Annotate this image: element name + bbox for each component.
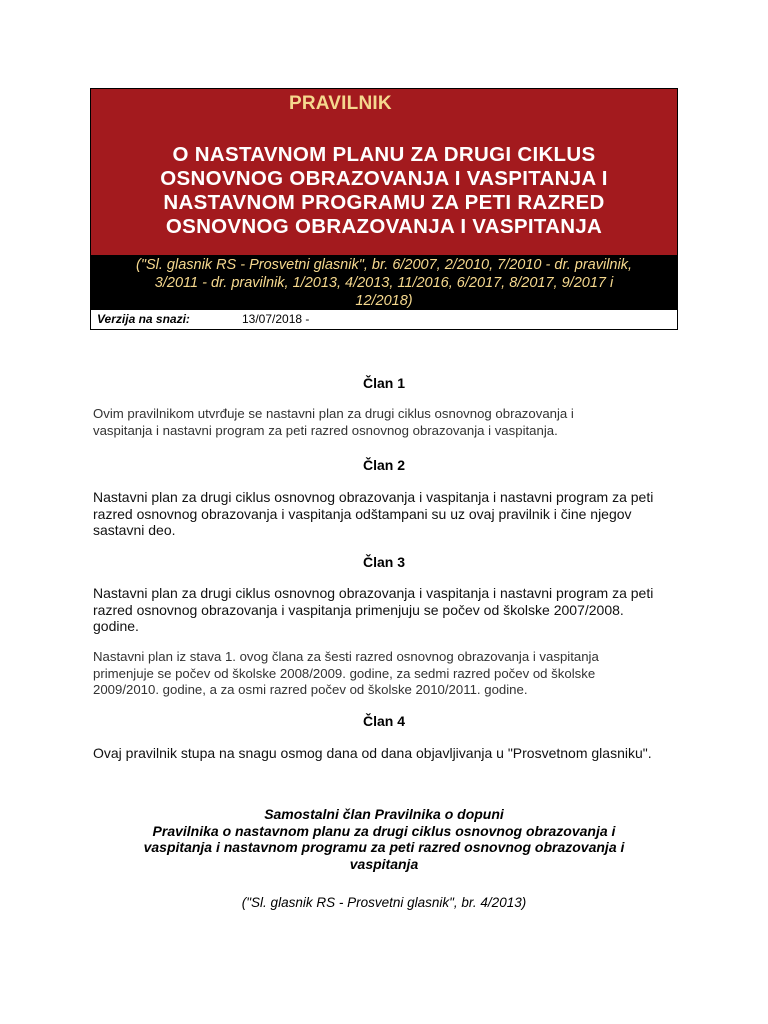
text-line: razred osnovnog obrazovanja i vaspitanja odštampani su uz ovaj pravilnik i čine njegov	[93, 505, 632, 522]
text-line: 2009/2010. godine, a za osmi razred počev od školske 2010/2011. godine.	[93, 682, 528, 697]
title-line: NASTAVNOM PROGRAMU ZA PETI RAZRED	[163, 191, 605, 214]
text-line: godine.	[93, 618, 139, 634]
text-line: Nastavni plan iz stava 1. ovog člana za šesti razred osnovnog obrazovanja i vaspitanja	[93, 649, 599, 664]
version-date: 13/07/2018 -	[242, 312, 310, 326]
text-line: Nastavni plan za drugi ciklus osnovnog obrazovanja i vaspitanja i nastavni program za peti	[93, 489, 654, 505]
document-header	[90, 88, 678, 330]
annex-title	[90, 806, 678, 872]
annex-title-line: Pravilnika o nastavnom planu za drugi ciklus osnovnog obrazovanja i	[152, 822, 616, 839]
text-line: razred osnovnog obrazovanja i vaspitanja primenjuju se počev od školske 2007/2008.	[93, 601, 624, 618]
gazette-line: 12/2018)	[355, 293, 413, 309]
article-3-paragraph-1	[93, 585, 683, 635]
title-line: O NASTAVNOM PLANU ZA DRUGI CIKLUS	[172, 143, 596, 166]
article-4-heading: Član 4	[362, 713, 405, 729]
text-line: Ovim pravilnikom utvrđuje se nastavni plan za drugi ciklus osnovnog obrazovanja i	[93, 406, 574, 421]
gazette-citation	[91, 255, 677, 309]
title-line: OSNOVNOG OBRAZOVANJA I VASPITANJA I	[160, 167, 608, 190]
document-type: PRAVILNIK	[289, 93, 392, 114]
article-2-heading: Član 2	[362, 457, 405, 473]
text-line: sastavni deo.	[93, 522, 176, 538]
title-banner	[91, 89, 677, 255]
article-2-paragraph	[93, 489, 683, 539]
gazette-line: 3/2011 - dr. pravilnik, 1/2013, 4/2013, 11/2016, 6/2017, 8/2017, 9/2017 i	[154, 275, 614, 291]
text-line: primenjuje se počev od školske 2008/2009. godine, za sedmi razred počev od školske	[93, 665, 596, 681]
article-4-paragraph	[93, 745, 683, 762]
gazette-line: ("Sl. glasnik RS - Prosvetni glasnik", br. 6/2007, 2/2010, 7/2010 - dr. pravilnik,	[135, 257, 633, 273]
article-3-heading: Član 3	[362, 554, 405, 570]
annex-title-line: vaspitanja	[349, 855, 419, 872]
annex-title-line: Samostalni član Pravilnika o dopuni	[264, 806, 504, 822]
text-line: Ovaj pravilnik stupa na snagu osmog dana od dana objavljivanja u "Prosvetnom glasniku".	[93, 745, 652, 761]
version-row	[91, 309, 677, 329]
article-1-heading: Član 1	[362, 375, 405, 391]
text-line: vaspitanja i nastavni program za peti razred osnovnog obrazovanja i vaspitanja.	[93, 422, 558, 438]
text-line: Nastavni plan za drugi ciklus osnovnog obrazovanja i vaspitanja i nastavni program za peti	[93, 585, 654, 601]
annex-gazette-citation: ("Sl. glasnik RS - Prosvetni glasnik", br. 4/2013)	[241, 895, 527, 910]
version-label: Verzija na snazi:	[97, 312, 190, 326]
annex-title-line: vaspitanja i nastavnom programu za peti razred osnovnog obrazovanja i	[143, 839, 625, 855]
article-1-paragraph	[93, 406, 683, 439]
document-title	[91, 143, 677, 239]
article-3-paragraph-2	[93, 649, 683, 699]
title-line: OSNOVNOG OBRAZOVANJA I VASPITANJA	[165, 215, 603, 238]
